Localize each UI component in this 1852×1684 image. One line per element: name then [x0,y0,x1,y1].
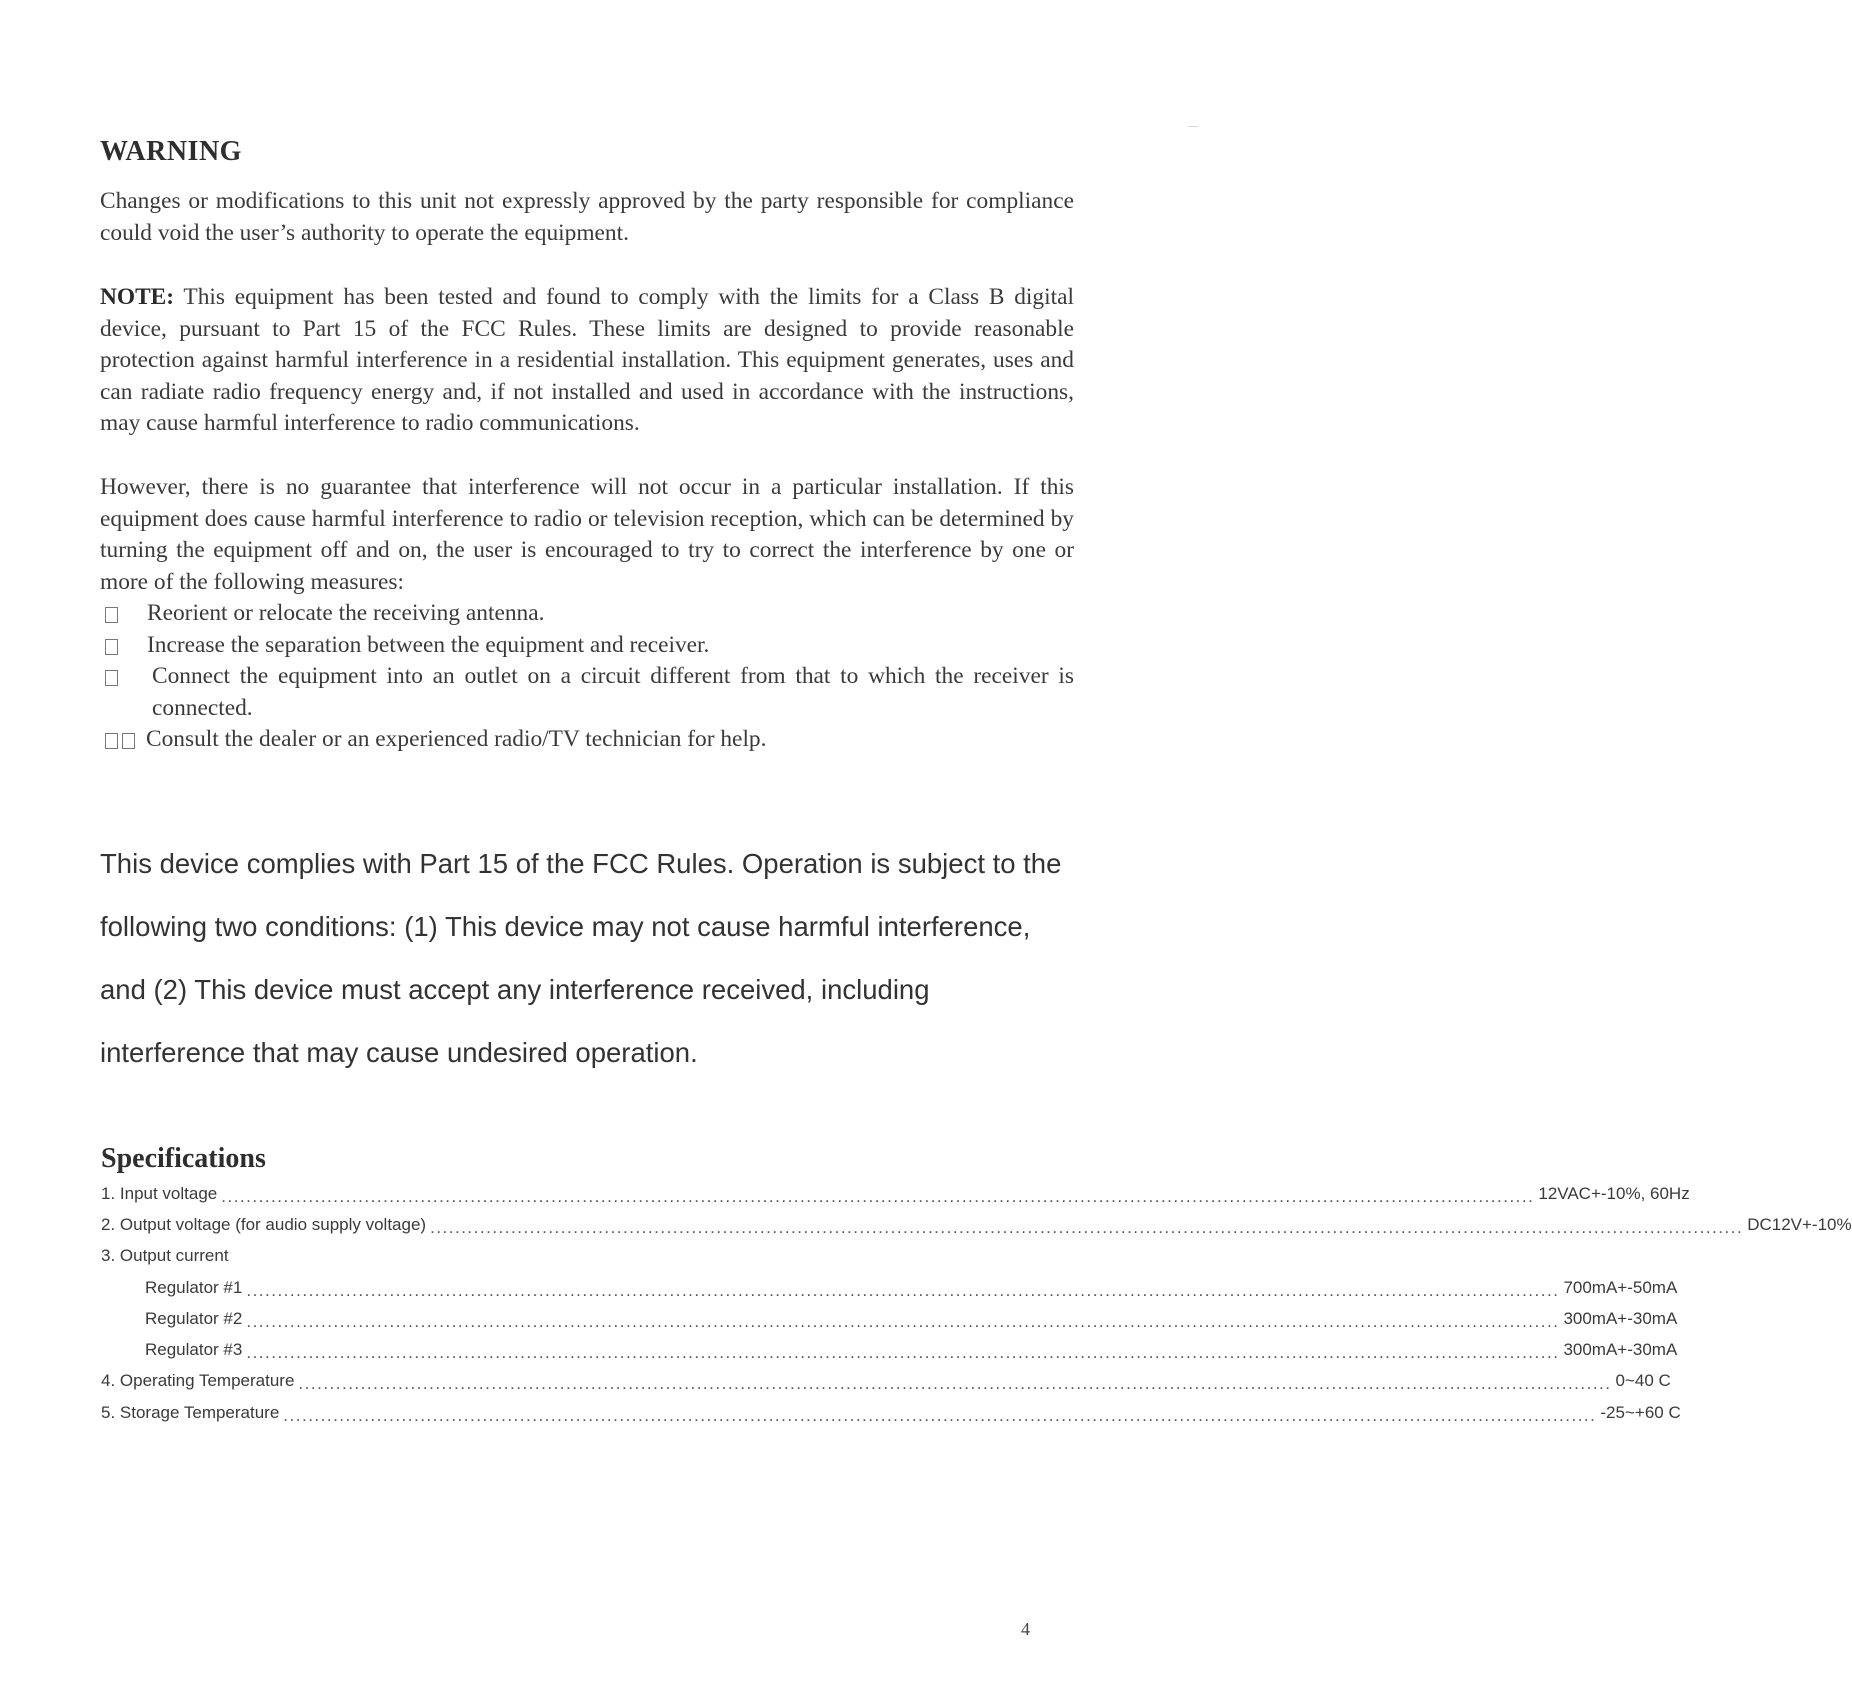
checkbox-glyph-icon [105,607,118,623]
spec-value: 300mA+-30mA [1563,1340,1678,1360]
measure-text: Connect the equipment into an outlet on a circuit different from that to which the receiver is connected. [152,663,1074,721]
however-paragraph: However, there is no guarantee that interference will not occur in a particular installation. If this equipment does cause harmful interference to radio or television reception, which can be determined by turning the equipment off and on, the user is encouraged to try to correct the interference by one or more of the following measures: [100,474,1074,595]
measure-text: Reorient or relocate the receiving antenna. [147,600,545,626]
checkbox-glyph-icon [105,639,118,655]
specifications-title: Specifications [101,1143,266,1174]
spec-value: DC12V+-10% [1747,1214,1852,1234]
warning-text: Changes or modifications to this unit not expressly approved by the party responsible for compliance could void the user’s authority to operate the equipment. [100,188,1074,246]
leader-dots: ................................................................................................................................................................................................................... [430,1217,1744,1237]
spec-value: 12VAC+-10%, 60Hz [1538,1183,1690,1203]
list-item [100,598,1074,630]
fcc-compliance-statement: This device complies with Part 15 of the FCC Rules. Operation is subject to the following two conditions: (1) This device may not cause harmful interference, and (2) This device must accept any interference received, including interference that may cause undesired operation. [100,848,1062,1068]
leader-dots: ................................................................................................................................................................................................................... [298,1374,1612,1394]
leader-dots: ................................................................................................................................................................................................................... [283,1405,1597,1425]
spec-row [101,1397,1681,1428]
measure-text: Consult the dealer or an experienced radio/TV technician for help. [146,726,767,752]
spec-row [101,1272,1678,1303]
spec-label: 4. Operating Temperature [101,1371,295,1391]
scan-margin-mark [1188,126,1198,127]
checkbox-glyph-icon [122,733,135,749]
spec-label: 1. Input voltage [101,1183,218,1203]
spec-row [101,1303,1678,1334]
spec-row [101,1209,1852,1240]
spec-label: 3. Output current [101,1246,229,1266]
spec-label: Regulator #3 [145,1340,243,1360]
spec-row [101,1178,1690,1209]
spec-label: Regulator #1 [145,1277,243,1297]
spec-value: 700mA+-50mA [1563,1277,1678,1297]
checkbox-glyph-icon [105,733,118,749]
warning-title: WARNING [100,136,242,167]
spec-value: 0~40 C [1615,1371,1671,1391]
list-item [100,630,1074,662]
measures-list [100,598,1074,756]
spec-row [101,1241,1069,1272]
page-number: 4 [1021,1619,1030,1639]
leader-dots: ................................................................................................................................................................................................................... [246,1343,1560,1363]
spec-label: 5. Storage Temperature [101,1402,280,1422]
note-paragraph [100,282,1074,440]
spec-label: Regulator #2 [145,1308,243,1328]
spec-value: -25~+60 C [1600,1402,1681,1422]
spec-value: 300mA+-30mA [1563,1308,1678,1328]
leader-dots: ................................................................................................................................................................................................................... [246,1280,1560,1300]
checkbox-glyph-icon [105,670,118,686]
specifications-list [101,1178,1852,1428]
spec-label: 2. Output voltage (for audio supply voltage) [101,1214,427,1234]
spec-row [101,1334,1678,1365]
note-label: NOTE: [100,284,175,310]
leader-dots: ................................................................................................................................................................................................................... [246,1311,1560,1331]
measure-text: Increase the separation between the equipment and receiver. [147,631,710,658]
list-item [100,661,1074,724]
spec-row [101,1366,1671,1397]
note-text: This equipment has been tested and found to comply with the limits for a Class B digital device, pursuant to Part 15 of the FCC Rules. These limits are designed to provide reasonable protection against harmful interference in a residential installation. This equipment generates, uses and can radiate radio frequency energy and, if not installed and used in accordance with the instructions, may cause harmful interference to radio communications. [100,284,1074,436]
list-item [100,724,1074,756]
leader-dots: ................................................................................................................................................................................................................... [221,1186,1535,1206]
